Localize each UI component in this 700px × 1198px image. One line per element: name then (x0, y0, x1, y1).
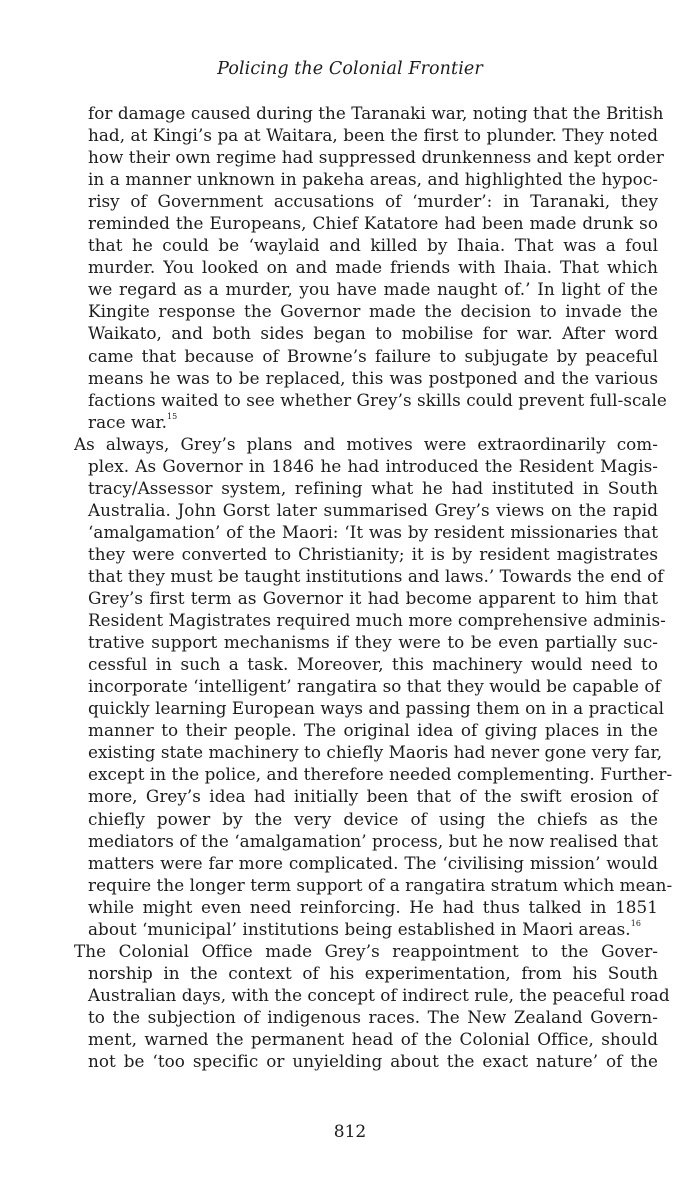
text-line: existing state machinery to chiefly Maoris had never gone very far, (88, 742, 663, 763)
text-line: for damage caused during the Taranaki war, noting that the British (88, 103, 664, 123)
page-number: 812 (333, 1122, 367, 1142)
running-head: Policing the Colonial Frontier (217, 59, 483, 79)
text-line: Resident Magistrates required much more comprehensive adminis- (88, 610, 666, 631)
footnote-marker: 15 (167, 411, 178, 421)
text-line: reminded the Europeans, Chief Katatore had been made drunk so (88, 213, 658, 234)
text-line: how their own regime had suppressed drunkenness and kept order (88, 147, 664, 168)
paragraph-1 (88, 102, 667, 433)
text-line: matters were far more complicated. The ‘civilising mission’ would (88, 852, 658, 873)
text-line: they were converted to Christianity; it is by resident magistrates (88, 543, 658, 564)
text-line: require the longer term support of a rangatira stratum which mean- (88, 874, 673, 895)
text-line: plex. As Governor in 1846 he had introduced the Resident Magis- (88, 455, 658, 476)
text-line: we regard as a murder, you have made naught of.’ In light of the (88, 279, 658, 300)
text-line-content: about ‘municipal’ institutions being established in Maori areas. (88, 918, 631, 939)
text-line: tracy/Assessor system, refining what he had instituted in South (88, 477, 658, 498)
text-line: Australian days, with the concept of indirect rule, the peaceful road (88, 984, 670, 1005)
text-line-content: race war. (88, 411, 168, 432)
text-line: ment, warned the permanent head of the Colonial Office, should (88, 1028, 658, 1049)
text-line: means he was to be replaced, this was postponed and the various (88, 367, 658, 388)
text-line: Kingite response the Governor made the decision to invade the (88, 301, 658, 322)
text-line: in a manner unknown in pakeha areas, and highlighted the hypoc- (88, 169, 658, 190)
text-line: chiefly power by the very device of using the chiefs as the (88, 808, 658, 829)
text-line: came that because of Browne’s failure to subjugate by peaceful (88, 345, 658, 366)
body-text (74, 102, 673, 1072)
text-line: Grey’s first term as Governor it had become apparent to him that (88, 588, 658, 609)
text-line: norship in the context of his experimentation, from his South (88, 962, 658, 983)
text-line: to the subjection of indigenous races. The New Zealand Govern- (88, 1006, 658, 1027)
text-line: incorporate ‘intelligent’ rangatira so that they would be capable of (88, 676, 661, 697)
text-line: Australia. John Gorst later summarised Grey’s views on the rapid (88, 499, 658, 520)
text-line: As always, Grey’s plans and motives were extraordinarily com- (74, 433, 658, 454)
paragraph-2 (74, 433, 673, 940)
text-line: more, Grey’s idea had initially been that of the swift erosion of (88, 786, 658, 807)
text-line: The Colonial Office made Grey’s reappointment to the Gover- (74, 940, 658, 961)
text-line: cessful in such a task. Moreover, this machinery would need to (88, 654, 658, 675)
text-line: except in the police, and therefore needed complementing. Further- (88, 764, 673, 785)
text-line (88, 918, 658, 940)
text-line: Waikato, and both sides began to mobilise for war. After word (88, 323, 658, 344)
text-line: factions waited to see whether Grey’s skills could prevent full-scale (88, 389, 667, 410)
text-line: that he could be ‘waylaid and killed by Ihaia. That was a foul (88, 235, 658, 256)
text-line: risy of Government accusations of ‘murder’: in Taranaki, they (88, 191, 658, 212)
text-line: had, at Kingi’s pa at Waitara, been the first to plunder. They noted (88, 125, 658, 146)
text-line: not be ‘too specific or unyielding about the exact nature’ of the (88, 1051, 658, 1072)
text-line (88, 411, 658, 433)
text-line: while might even need reinforcing. He had thus talked in 1851 (88, 896, 658, 917)
text-line: trative support mechanisms if they were to be even partially suc- (88, 632, 658, 653)
text-line: murder. You looked on and made friends with Ihaia. That which (88, 257, 658, 278)
footnote-marker: 16 (630, 918, 641, 928)
text-line: ‘amalgamation’ of the Maori: ‘It was by resident missionaries that (88, 521, 658, 542)
text-line: mediators of the ‘amalgamation’ process, but he now realised that (88, 830, 658, 851)
text-line: that they must be taught institutions and laws.’ Towards the end of (88, 565, 664, 586)
text-line: manner to their people. The original idea of giving places in the (88, 720, 658, 741)
text-line: quickly learning European ways and passing them on in a practical (88, 698, 665, 719)
paragraph-3 (74, 940, 670, 1072)
